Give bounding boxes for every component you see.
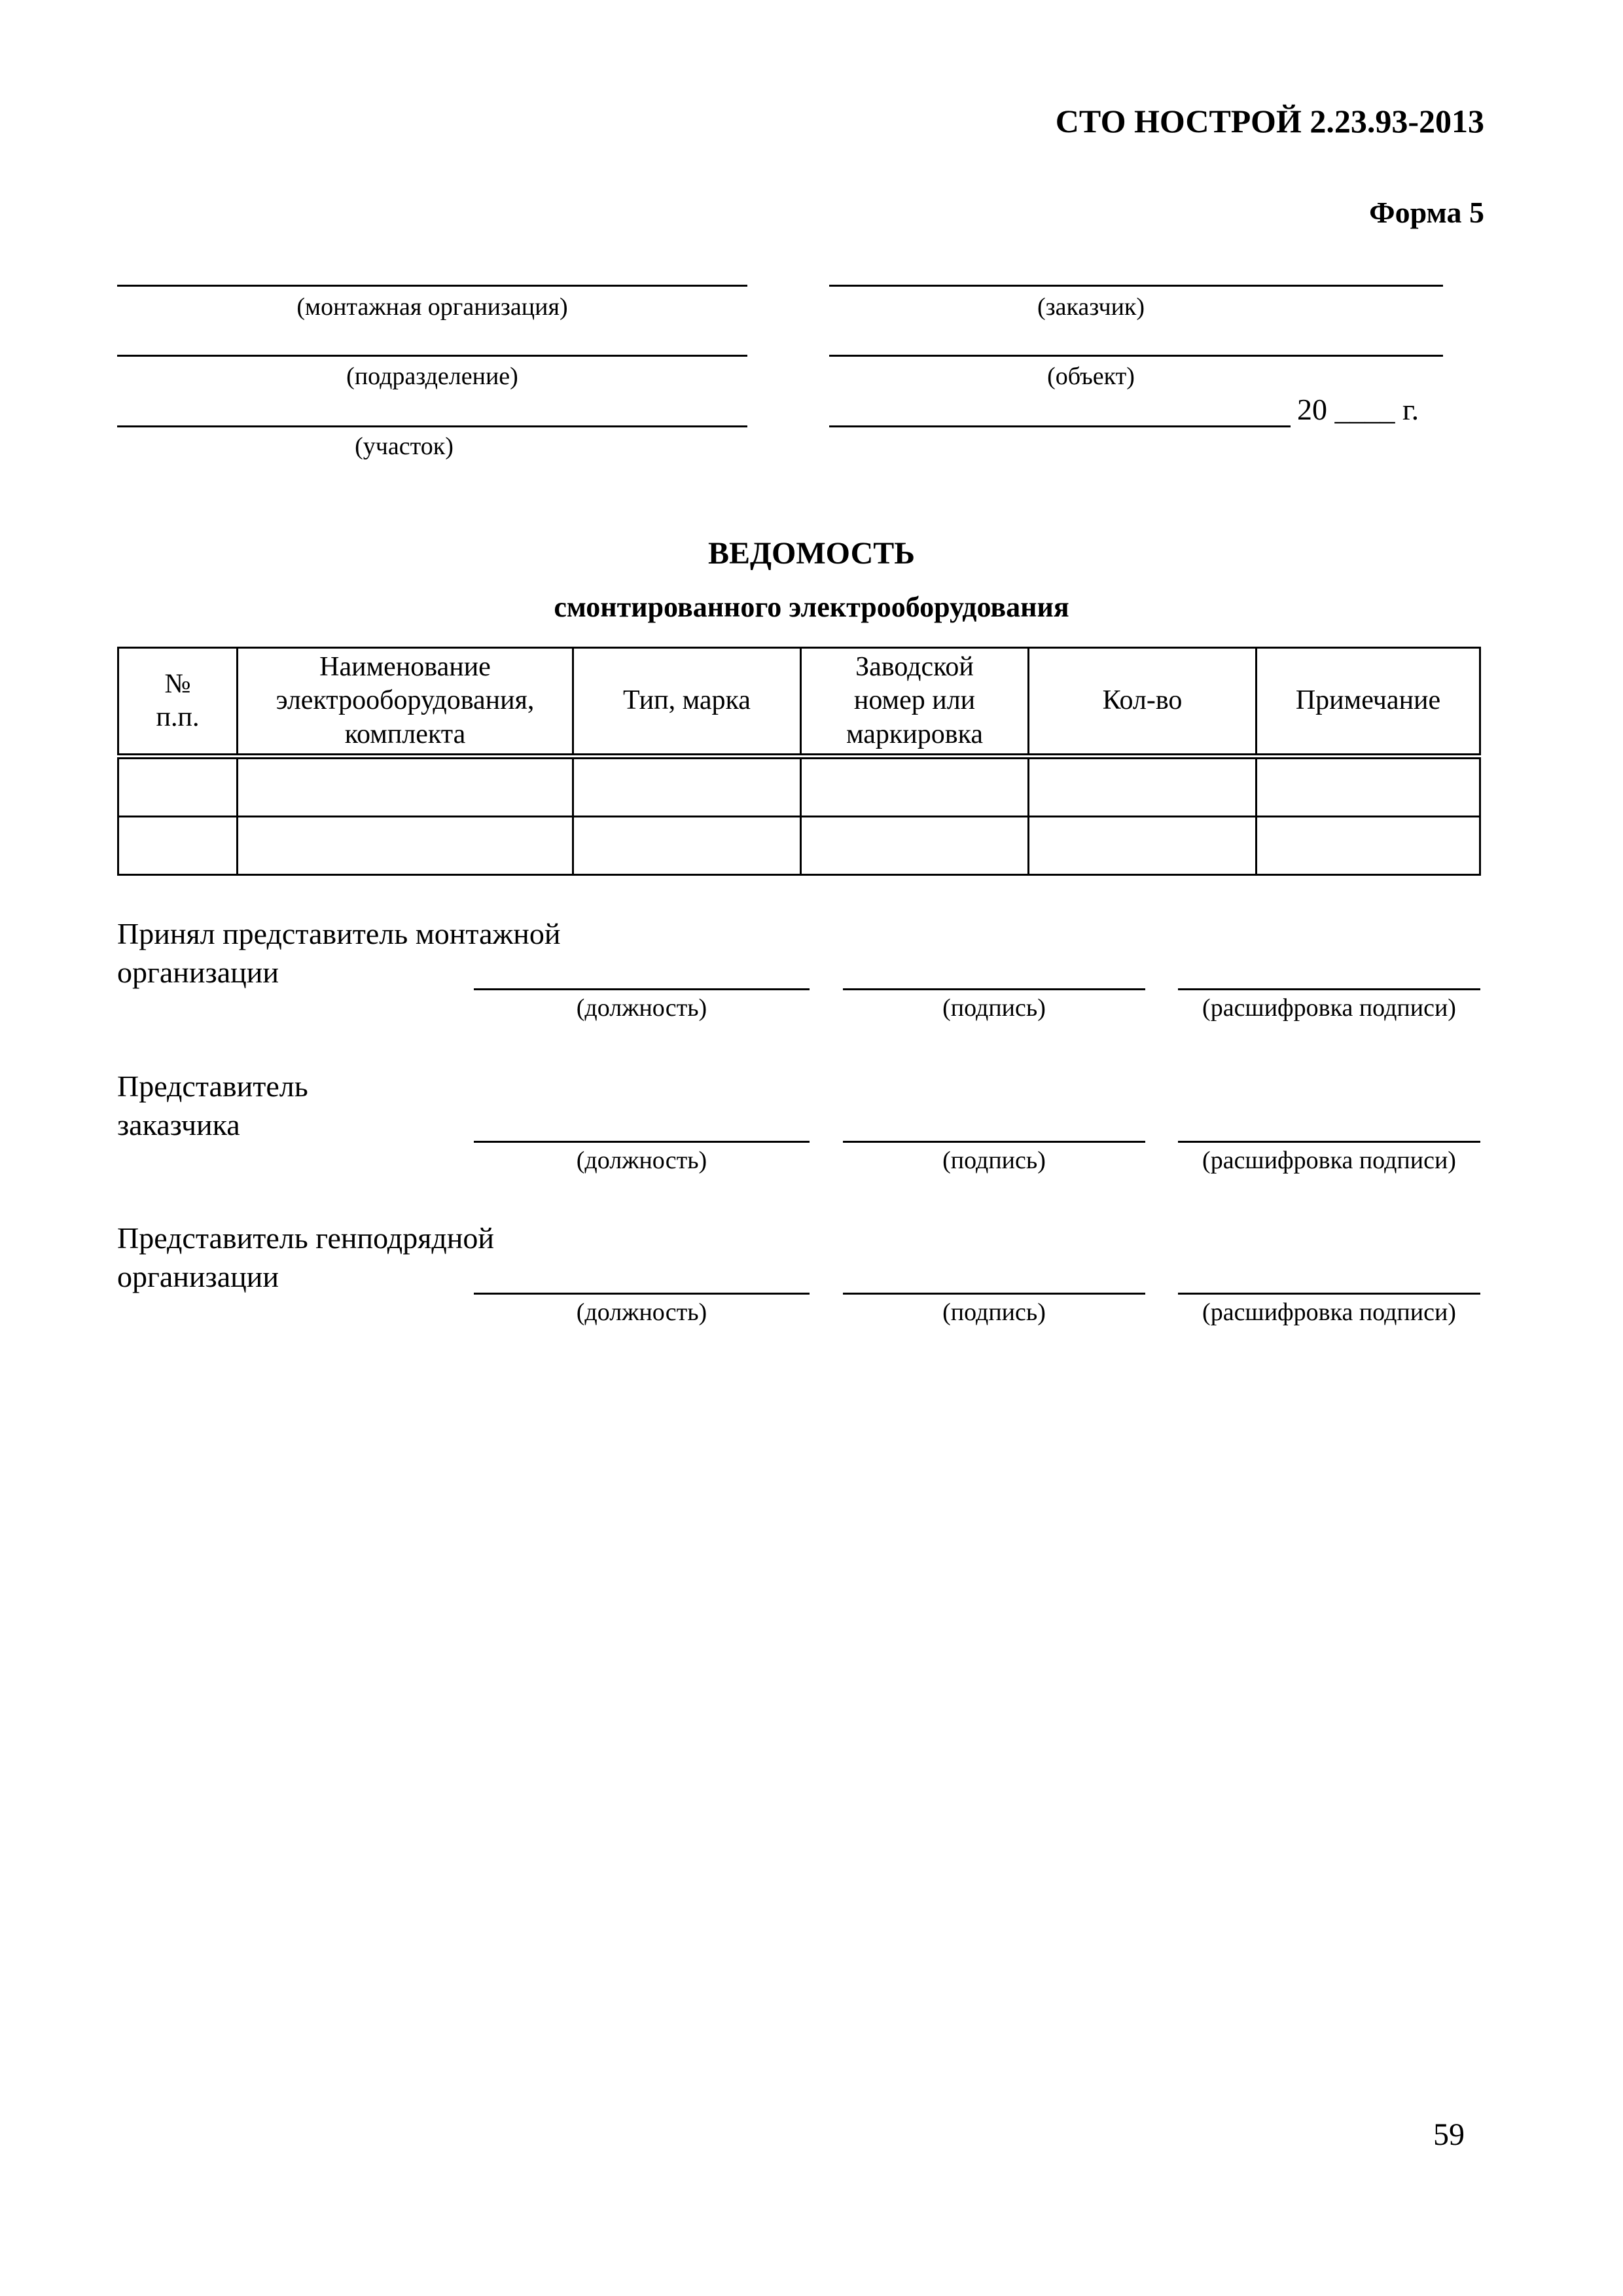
installer-rep-label: Принял представитель монтажной организации	[117, 917, 561, 989]
header-type-brand	[573, 648, 801, 757]
general-contractor-rep-position-line[interactable]	[474, 1293, 810, 1295]
installer-org-field-line[interactable]	[117, 285, 747, 287]
header-quantity	[1029, 648, 1257, 757]
document-title: ВЕДОМОСТЬ	[707, 536, 916, 571]
header-serial-number-text: Заводской номер или маркировка	[846, 652, 984, 749]
table-cell[interactable]	[1029, 817, 1257, 875]
installer-rep-signature-caption: (подпись)	[942, 994, 1046, 1022]
header-type-brand-text: Тип, марка	[623, 685, 751, 716]
customer-field-line[interactable]	[829, 285, 1443, 287]
date-year: 20 ____ г.	[1297, 393, 1419, 426]
header-note-text: Примечание	[1295, 685, 1441, 716]
installer-rep-name-line[interactable]	[1178, 988, 1480, 990]
table-cell[interactable]	[238, 817, 573, 875]
table-cell[interactable]	[1257, 757, 1480, 817]
equipment-table	[117, 647, 1481, 876]
general-contractor-rep-signature-caption: (подпись)	[942, 1299, 1046, 1326]
object-field-line[interactable]	[829, 355, 1443, 357]
general-contractor-rep-signature-line[interactable]	[843, 1293, 1145, 1295]
installer-org-caption: (монтажная организация)	[296, 293, 568, 321]
customer-rep-position-line[interactable]	[474, 1141, 810, 1143]
customer-rep-name-line[interactable]	[1178, 1141, 1480, 1143]
form-number: Форма 5	[1369, 196, 1484, 229]
customer-rep-label: Представитель заказчика	[117, 1069, 308, 1141]
table-cell[interactable]	[118, 817, 238, 875]
customer-rep-name-caption: (расшифровка подписи)	[1202, 1147, 1456, 1174]
table-cell[interactable]	[801, 757, 1029, 817]
table-row	[118, 757, 1480, 817]
general-contractor-rep-label: Представитель генподрядной организации	[117, 1221, 495, 1293]
page-number: 59	[1433, 2117, 1465, 2152]
general-contractor-rep-position-caption: (должность)	[576, 1299, 707, 1326]
installer-rep-signature-line[interactable]	[843, 988, 1145, 990]
site-section-field-line[interactable]	[117, 425, 747, 427]
document-code: СТО НОСТРОЙ 2.23.93-2013	[1055, 103, 1484, 139]
date-field-line[interactable]	[829, 425, 1291, 427]
table-cell[interactable]	[801, 817, 1029, 875]
customer-rep-position-caption: (должность)	[576, 1147, 707, 1174]
table-header-row	[118, 648, 1480, 757]
header-number-text: № п.п.	[156, 668, 200, 732]
installer-rep-name-caption: (расшифровка подписи)	[1202, 994, 1456, 1022]
general-contractor-rep-name-line[interactable]	[1178, 1293, 1480, 1295]
customer-rep-signature-caption: (подпись)	[942, 1147, 1046, 1174]
subdivision-caption: (подразделение)	[346, 363, 518, 390]
table-cell[interactable]	[1029, 757, 1257, 817]
customer-rep-signature-line[interactable]	[843, 1141, 1145, 1143]
header-equipment-name	[238, 648, 573, 757]
header-number	[118, 648, 238, 757]
header-serial-number	[801, 648, 1029, 757]
table-cell[interactable]	[118, 757, 238, 817]
header-equipment-name-text: Наименование электрооборудования, комплекта	[276, 652, 535, 749]
table-cell[interactable]	[1257, 817, 1480, 875]
document-subtitle: смонтированного электрооборудования	[554, 591, 1069, 623]
customer-caption: (заказчик)	[1037, 293, 1145, 321]
header-note	[1257, 648, 1480, 757]
installer-rep-position-line[interactable]	[474, 988, 810, 990]
table-cell[interactable]	[238, 757, 573, 817]
table-cell[interactable]	[573, 817, 801, 875]
general-contractor-rep-name-caption: (расшифровка подписи)	[1202, 1299, 1456, 1326]
object-caption: (объект)	[1047, 363, 1135, 390]
table-cell[interactable]	[573, 757, 801, 817]
installer-rep-position-caption: (должность)	[576, 994, 707, 1022]
header-quantity-text: Кол-во	[1102, 685, 1183, 716]
subdivision-field-line[interactable]	[117, 355, 747, 357]
site-section-caption: (участок)	[355, 433, 454, 460]
table-row	[118, 817, 1480, 875]
